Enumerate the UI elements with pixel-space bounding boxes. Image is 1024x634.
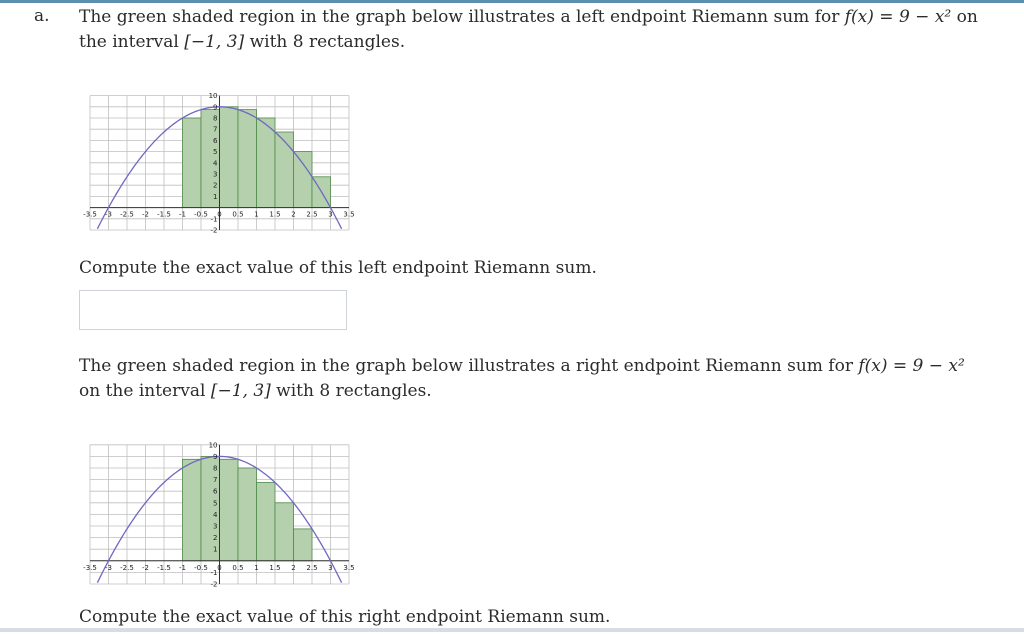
riemann-rectangle bbox=[220, 107, 239, 208]
x-tick-label: 2.5 bbox=[306, 563, 318, 572]
x-tick-label: 0 bbox=[217, 563, 222, 572]
y-tick-label: 6 bbox=[213, 136, 218, 145]
prompt-right: Compute the exact value of this right endpoint Riemann sum. bbox=[79, 607, 611, 627]
y-tick-label: 1 bbox=[213, 545, 218, 554]
x-tick-label: -3 bbox=[105, 210, 112, 219]
y-tick-label: 2 bbox=[213, 181, 218, 190]
riemann-rectangle bbox=[275, 503, 294, 561]
x-tick-label: 2 bbox=[291, 210, 296, 219]
q2-middle: on the interval bbox=[79, 381, 211, 401]
riemann-rectangle bbox=[220, 459, 239, 561]
y-tick-label: 4 bbox=[213, 159, 218, 168]
y-tick-label: 3 bbox=[213, 522, 218, 531]
x-tick-label: 3 bbox=[328, 563, 333, 572]
riemann-rectangle bbox=[294, 152, 313, 208]
x-tick-label: -0.5 bbox=[194, 563, 208, 572]
left-sum-answer-input[interactable] bbox=[79, 290, 347, 330]
x-tick-label: 2.5 bbox=[306, 210, 318, 219]
y-tick-label: 2 bbox=[213, 534, 218, 543]
x-tick-label: 0 bbox=[217, 210, 222, 219]
x-tick-label: 0.5 bbox=[232, 210, 244, 219]
riemann-rectangle bbox=[294, 529, 313, 561]
q1-after: with 8 rectangles. bbox=[244, 32, 406, 52]
bottom-rule bbox=[0, 628, 1024, 632]
riemann-rectangle bbox=[238, 110, 257, 208]
q2-after: with 8 rectangles. bbox=[270, 381, 432, 401]
q2-before: The green shaded region in the graph below illustrates a right endpoint Riemann sum for bbox=[79, 356, 859, 376]
y-tick-label: -1 bbox=[210, 215, 218, 224]
right-riemann-graph bbox=[83, 424, 364, 589]
x-tick-label: -1.5 bbox=[157, 563, 171, 572]
x-tick-label: -3 bbox=[105, 563, 112, 572]
left-riemann-graph bbox=[83, 72, 364, 235]
riemann-rectangle bbox=[238, 468, 257, 561]
x-tick-label: 0.5 bbox=[232, 563, 244, 572]
riemann-rectangle bbox=[257, 483, 276, 561]
y-tick-label: 3 bbox=[213, 170, 218, 179]
prompt-left: Compute the exact value of this left endpoint Riemann sum. bbox=[79, 258, 597, 278]
question-right-text bbox=[79, 354, 989, 404]
x-tick-label: -2.5 bbox=[120, 210, 134, 219]
x-tick-label: 1.5 bbox=[269, 210, 281, 219]
y-tick-label: 10 bbox=[208, 441, 218, 450]
part-label: a. bbox=[34, 6, 50, 26]
q1-interval: [−1, 3] bbox=[184, 32, 245, 52]
y-tick-label: 6 bbox=[213, 487, 218, 496]
x-tick-label: -2 bbox=[142, 210, 149, 219]
x-tick-label: 3.5 bbox=[343, 210, 355, 219]
x-tick-label: 1 bbox=[254, 563, 259, 572]
top-rule bbox=[0, 0, 1024, 3]
x-tick-label: -1 bbox=[179, 563, 186, 572]
y-tick-label: 8 bbox=[213, 114, 218, 123]
x-tick-label: -2.5 bbox=[120, 563, 134, 572]
x-tick-label: 3 bbox=[328, 210, 333, 219]
y-tick-label: 1 bbox=[213, 192, 218, 201]
x-tick-label: -1 bbox=[179, 210, 186, 219]
x-tick-label: 2 bbox=[291, 563, 296, 572]
riemann-rectangle bbox=[275, 132, 294, 208]
q1-function: f(x) = 9 − x² bbox=[844, 7, 952, 27]
q2-function: f(x) = 9 − x² bbox=[858, 356, 965, 376]
y-tick-label: -2 bbox=[210, 580, 218, 589]
q2-interval: [−1, 3] bbox=[210, 381, 271, 401]
x-tick-label: -3.5 bbox=[83, 563, 97, 572]
x-tick-label: 3.5 bbox=[343, 563, 355, 572]
riemann-rectangle bbox=[183, 118, 202, 208]
x-tick-label: -2 bbox=[142, 563, 149, 572]
y-tick-label: 9 bbox=[213, 452, 218, 461]
question-left-text bbox=[79, 5, 989, 55]
y-tick-label: 7 bbox=[213, 476, 218, 485]
x-tick-label: -1.5 bbox=[157, 210, 171, 219]
x-tick-label: -0.5 bbox=[194, 210, 208, 219]
y-tick-label: -2 bbox=[210, 226, 218, 235]
y-tick-label: 8 bbox=[213, 464, 218, 473]
q1-before: The green shaded region in the graph below illustrates a left endpoint Riemann sum for bbox=[79, 7, 845, 27]
y-tick-label: 9 bbox=[213, 103, 218, 112]
y-tick-label: -1 bbox=[210, 568, 218, 577]
y-tick-label: 7 bbox=[213, 125, 218, 134]
x-tick-label: 1.5 bbox=[269, 563, 281, 572]
x-tick-label: 1 bbox=[254, 210, 259, 219]
q1-middle: on the interval bbox=[79, 7, 978, 52]
y-tick-label: 10 bbox=[208, 92, 218, 101]
x-tick-label: -3.5 bbox=[83, 210, 97, 219]
riemann-rectangle bbox=[257, 118, 276, 208]
riemann-rectangle bbox=[183, 459, 202, 561]
y-tick-label: 5 bbox=[213, 499, 218, 508]
y-tick-label: 4 bbox=[213, 510, 218, 519]
y-tick-label: 5 bbox=[213, 148, 218, 157]
